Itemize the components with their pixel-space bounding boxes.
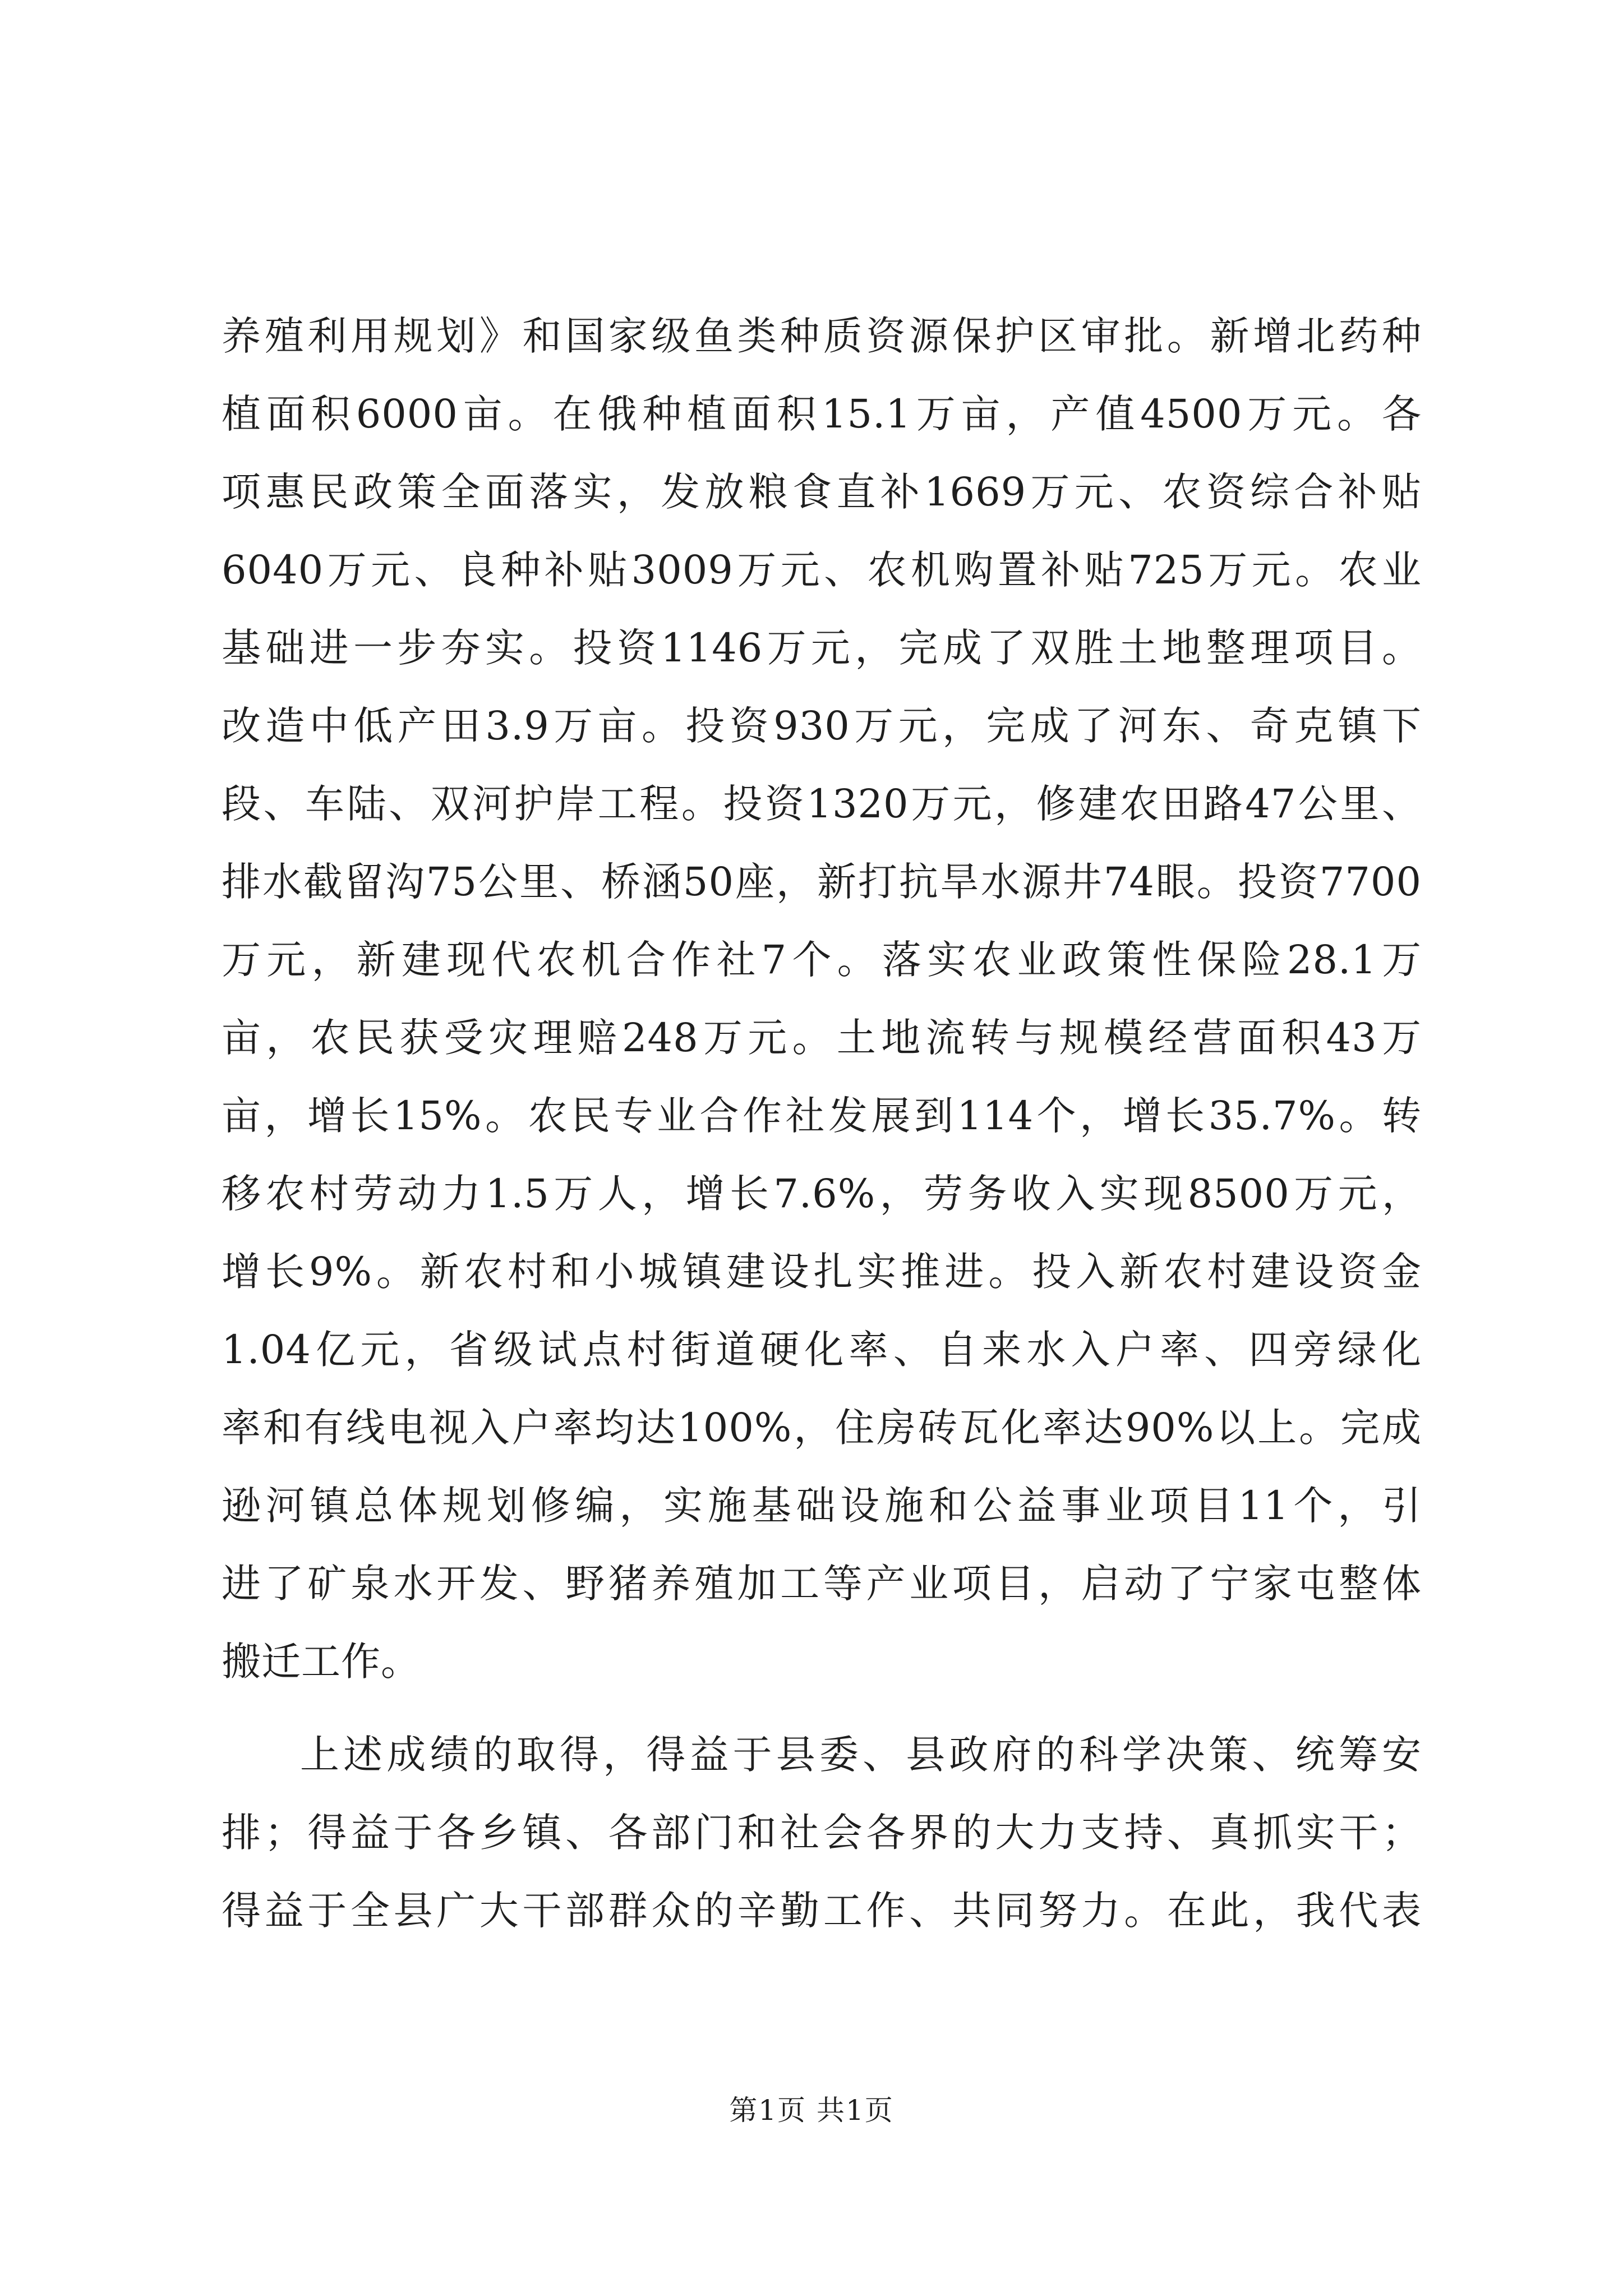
text-line: 增长9%。新农村和小城镇建设扎实推进。投入新农村建设资金 [222,1249,1422,1295]
text-line: 万元，新建现代农机合作社7个。落实农业政策性保险28.1万 [222,937,1422,983]
text-line: 1.04亿元，省级试点村街道硬化率、自来水入户率、四旁绿化 [222,1327,1422,1373]
text-line: 养殖利用规划》和国家级鱼类种质资源保护区审批。新增北药种 [222,313,1422,359]
text-line: 改造中低产田3.9万亩。投资930万元，完成了河东、奇克镇下 [222,703,1422,749]
page-number-label: 第1页 共1页 [729,2094,894,2127]
page-footer [0,2088,1623,2128]
text-line: 得益于全县广大干部群众的辛勤工作、共同努力。在此，我代表 [222,1888,1422,1934]
text-line: 上述成绩的取得，得益于县委、县政府的科学决策、统筹安 [300,1732,1422,1778]
paragraph-1 [222,297,1422,1701]
text-line: 亩，农民获受灾理赔248万元。土地流转与规模经营面积43万 [222,1015,1422,1061]
text-line: 6040万元、良种补贴3009万元、农机购置补贴725万元。农业 [222,547,1422,593]
text-line: 植面积6000亩。在俄种植面积15.1万亩，产值4500万元。各 [222,391,1422,437]
text-line: 排；得益于各乡镇、各部门和社会各界的大力支持、真抓实干； [222,1810,1422,1856]
paragraph-2 [222,1716,1422,1950]
document-body [222,297,1422,1950]
text-line: 移农村劳动力1.5万人，增长7.6%，劳务收入实现8500万元， [222,1171,1422,1217]
text-line: 亩，增长15%。农民专业合作社发展到114个，增长35.7%。转 [222,1093,1422,1139]
text-line: 率和有线电视入户率均达100%，住房砖瓦化率达90%以上。完成 [222,1405,1422,1451]
paragraph-spacer [222,1701,1422,1716]
text-line: 项惠民政策全面落实，发放粮食直补1669万元、农资综合补贴 [222,469,1422,515]
text-line: 进了矿泉水开发、野猪养殖加工等产业项目，启动了宁家屯整体 [222,1561,1422,1607]
text-line: 排水截留沟75公里、桥涵50座，新打抗旱水源井74眼。投资7700 [222,859,1422,905]
text-line: 逊河镇总体规划修编，实施基础设施和公益事业项目11个，引 [222,1483,1422,1529]
text-line: 基础进一步夯实。投资1146万元，完成了双胜土地整理项目。 [222,625,1422,671]
text-line: 搬迁工作。 [222,1639,421,1685]
text-line: 段、车陆、双河护岸工程。投资1320万元，修建农田路47公里、 [222,781,1422,827]
